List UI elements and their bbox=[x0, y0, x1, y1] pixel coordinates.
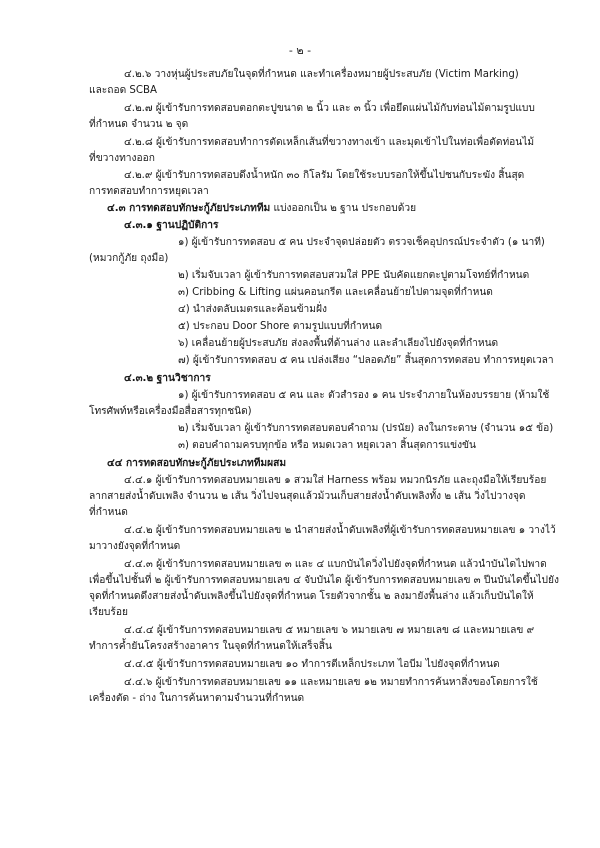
paragraph-line: ทำการค้ำยันโครงสร้างอาคาร ในจุดที่กำหนดให้เสร็จสิ้น bbox=[89, 641, 332, 652]
list-item: ๖) เคลื่อนย้ายผู้ประสบภัย ส่งลงพื้นที่ด้านล่าง และลำเลียงไปยังจุดที่กำหนด bbox=[178, 338, 499, 349]
paragraph-line: ๔.๔.๑ ผู้เข้ารับการทดสอบหมายเลข ๑ สวมใส่ Harness พร้อม หมวกนิรภัย และถุงมือให้เรียบร้อย bbox=[124, 475, 547, 486]
list-item: ๑) ผู้เข้ารับการทดสอบ ๕ คน ประจำจุดปล่อยตัว ตรวจเช็คอุปกรณ์ประจำตัว (๑ นาที) bbox=[178, 237, 545, 248]
paragraph-line: การทดสอบทำการหยุดเวลา bbox=[89, 186, 209, 197]
list-item: ๓) ตอบคำถามครบทุกข้อ หรือ หมดเวลา หยุดเวลา สิ้นสุดการแข่งขัน bbox=[178, 440, 476, 451]
paragraph-line: โทรศัพท์หรือเครื่องมือสื่อสารทุกชนิด) bbox=[89, 406, 252, 417]
section-title: ๔.๓ การทดสอบทักษะกู้ภัยประเภททีม bbox=[107, 203, 271, 214]
paragraph-line: ที่กำหนด จำนวน ๒ จุด bbox=[89, 119, 189, 130]
section-heading: ๔๔ การทดสอบทักษะกู้ภัยประเภททีมผสม bbox=[107, 458, 287, 469]
paragraph-line: ๔.๔.๔ ผู้เข้ารับการทดสอบหมายเลข ๕ หมายเลข ๖ หมายเลข ๗ หมายเลข ๘ และหมายเลข ๙ bbox=[124, 625, 535, 636]
paragraph-line: ๔.๔.๖ ผู้เข้ารับการทดสอบหมายเลข ๑๑ และหมายเลข ๑๒ หมายทำการค้นหาสิ่งของโดยการใช้ bbox=[124, 677, 538, 688]
section-heading bbox=[107, 202, 416, 216]
paragraph-line: ลากสายส่งน้ำดับเพลิง จำนวน ๒ เส้น วิ่งไปจนสุดแล้วม้วนเก็บสายส่งน้ำดับเพลิงทั้ง ๒ เส้น วิ่งไปวางจุด bbox=[89, 491, 526, 502]
paragraph-line: มาวางยังจุดที่กำหนด bbox=[89, 541, 181, 552]
paragraph-line: ๔.๔.๒ ผู้เข้ารับการทดสอบหมายเลข ๒ นำสายส่งน้ำดับเพลิงที่ผู้เข้ารับการทดสอบหมายเลข ๑ วางไว้ bbox=[124, 525, 556, 536]
paragraph-line: ที่ขวางทางออก bbox=[89, 153, 155, 164]
paragraph-line: ที่กำหนด bbox=[89, 507, 128, 518]
paragraph-line: (หมวกกู้ภัย ถุงมือ) bbox=[89, 253, 169, 264]
list-item: ๑) ผู้เข้ารับการทดสอบ ๕ คน และ ตัวสำรอง ๑ คน ประจำภายในห้องบรรยาย (ห้ามใช้ bbox=[178, 390, 550, 401]
paragraph-line: ๔.๒.๖ วางหุ่นผู้ประสบภัยในจุดที่กำหนด และทำเครื่องหมายผู้ประสบภัย (Victim Marking) bbox=[124, 69, 519, 80]
subsection-heading: ๔.๓.๑ ฐานปฏิบัติการ bbox=[124, 220, 219, 231]
paragraph-line: ๔.๔.๓ ผู้เข้ารับการทดสอบหมายเลข ๓ และ ๔ แบกบันไดวิ่งไปยังจุดที่กำหนด แล้วนำบันไดไปพาด bbox=[124, 559, 547, 570]
paragraph-line: เพื่อขึ้นไปชั้นที่ ๒ ผู้เข้ารับการทดสอบหมายเลข ๔ จับบันได ผู้เข้ารับการทดสอบหมายเลข ๓ ปีนบันไดขึ้นไปยัง bbox=[89, 575, 559, 586]
paragraph-line: เรียบร้อย bbox=[89, 607, 128, 618]
paragraph-line: ๔.๒.๙ ผู้เข้ารับการทดสอบดึงน้ำหนัก ๓๐ กิโลรัม โดยใช้ระบบรอกให้ขึ้นไปชนกับระฆัง สิ้นสุด bbox=[124, 170, 525, 181]
paragraph-line: ๔.๔.๕ ผู้เข้ารับการทดสอบหมายเลข ๑๐ ทำการตีเหล็กประเภท ไอบีม ไปยังจุดที่กำหนด bbox=[124, 659, 500, 670]
list-item: ๓) Cribbing & Lifting แผ่นคอนกรีต และเคลื่อนย้ายไปตามจุดที่กำหนด bbox=[178, 287, 493, 298]
page-number: - ๒ - bbox=[288, 44, 312, 57]
paragraph-line: จุดที่กำหนดดึงสายส่งน้ำดับเพลิงขึ้นไปยังจุดที่กำหนด โรยตัวจากชั้น ๒ ลงมายังพื้นล่าง แล้วเก็บบันไดให้ bbox=[89, 591, 534, 602]
paragraph-line: และถอด SCBA bbox=[89, 85, 157, 96]
section-intro: แบ่งออกเป็น ๒ ฐาน ประกอบด้วย bbox=[270, 203, 417, 214]
list-item: ๒) เริ่มจับเวลา ผู้เข้ารับการทดสอบสวมใส่ PPE นับคัดแยกตะปูตามโจทย์ที่กำหนด bbox=[178, 270, 530, 281]
list-item: ๒) เริ่มจับเวลา ผู้เข้ารับการทดสอบตอบคำถาม (ปรนัย) ลงในกระดาษ (จำนวน ๑๕ ข้อ) bbox=[178, 423, 554, 434]
list-item: ๕) ประกอบ Door Shore ตามรูปแบบที่กำหนด bbox=[178, 321, 383, 332]
list-item: ๔) นำส่งตลับเมตรและค้อนข้ามฝั่ง bbox=[178, 304, 327, 315]
paragraph-line: เครื่องตัด - ถ่าง ในการค้นหาตามจำนวนที่กำหนด bbox=[89, 693, 305, 704]
paragraph-line: ๔.๒.๘ ผู้เข้ารับการทดสอบทำการตัดเหล็กเส้นที่ขวางทางเข้า และมุดเข้าไปในท่อเพื่อตัดท่อนไม้ bbox=[124, 137, 535, 148]
list-item: ๗) ผู้เข้ารับการทดสอบ ๕ คน เปล่งเสียง “ปลอดภัย” สิ้นสุดการทดสอบ ทำการหยุดเวลา bbox=[178, 355, 554, 366]
paragraph-line: ๔.๒.๗ ผู้เข้ารับการทดสอบตอกตะปูขนาด ๒ นิ้ว และ ๓ นิ้ว เพื่อยึดแผ่นไม้กับท่อนไม้ตามรูปแบบ bbox=[124, 103, 535, 114]
subsection-heading: ๔.๓.๒ ฐานวิชาการ bbox=[124, 373, 211, 384]
